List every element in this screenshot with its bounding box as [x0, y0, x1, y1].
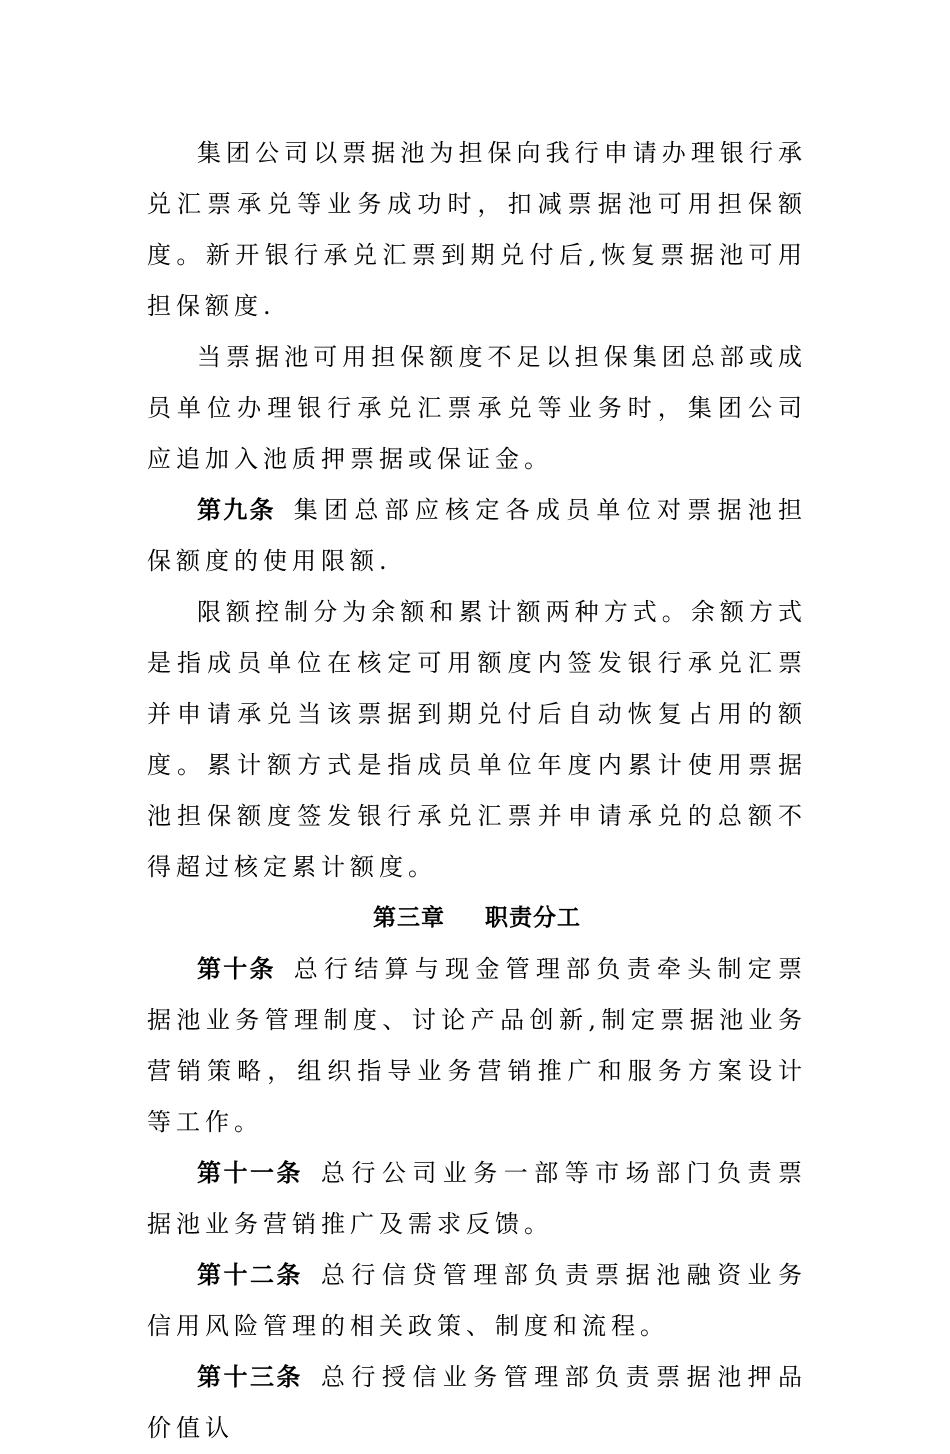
article-13-label: 第十三条 [197, 1363, 303, 1391]
article-13 [147, 1352, 807, 1454]
paragraph-limit-control: 限额控制分为余额和累计额两种方式。余额方式是指成员单位在核定可用额度内签发银行承兑汇票并申请承兑当该票据到期兑付后自动恢复占用的额度。累计额方式是指成员单位年度内累计使用票据池担保额度签发银行承兑汇票并申请承兑的总额不得超过核定累计额度。 [147, 598, 807, 881]
article-10-label: 第十条 [197, 955, 276, 983]
article-13-text: 总行授信业务管理部负责票据池押品价值认 [147, 1363, 808, 1442]
article-12-label: 第十二条 [197, 1261, 303, 1289]
article-9-text: 集团总部应核定各成员单位对票据池担保额度的使用限额. [147, 496, 808, 575]
article-9 [147, 485, 807, 587]
article-10 [147, 944, 807, 1148]
article-11-text: 总行公司业务一部等市场部门负责票据池业务营销推广及需求反馈。 [147, 1159, 808, 1238]
article-12-text: 总行信贷管理部负责票据池融资业务信用风险管理的相关政策、制度和流程。 [147, 1261, 808, 1340]
document-page [147, 128, 807, 1454]
article-10-text: 总行结算与现金管理部负责牵头制定票据池业务管理制度、讨论产品创新,制定票据池业务营销策略，组织指导业务营销推广和服务方案设计等工作。 [147, 955, 808, 1136]
chapter-title: 职责分工 [485, 905, 581, 931]
article-9-label: 第九条 [197, 496, 276, 524]
paragraph-deduct-restore-quota: 集团公司以票据池为担保向我行申请办理银行承兑汇票承兑等业务成功时，扣减票据池可用担保额度。新开银行承兑汇票到期兑付后,恢复票据池可用担保额度. [147, 139, 807, 320]
article-12 [147, 1250, 807, 1352]
chapter-heading [147, 893, 807, 944]
paragraph-insufficient-quota: 当票据池可用担保额度不足以担保集团总部或成员单位办理银行承兑汇票承兑等业务时，集团公司应追加入池质押票据或保证金。 [147, 343, 807, 473]
article-11-label: 第十一条 [197, 1159, 303, 1187]
article-11 [147, 1148, 807, 1250]
chapter-number: 第三章 [373, 905, 445, 931]
